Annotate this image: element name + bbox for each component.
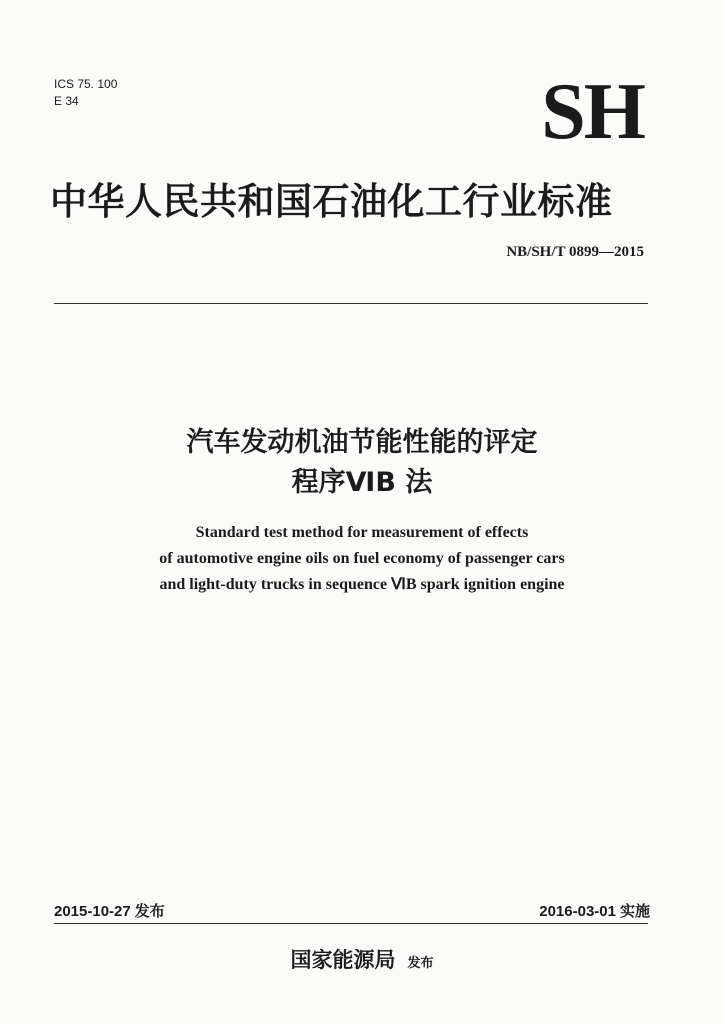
sh-logo: SH: [541, 68, 644, 156]
effective-date: [539, 900, 650, 921]
issuer-name: 国家能源局: [290, 948, 396, 972]
effective-date-label: 实施: [619, 902, 650, 920]
issuing-authority: [0, 944, 724, 974]
chinese-title-line-1: 汽车发动机油节能性能的评定: [186, 427, 538, 458]
issue-date-label: 发布: [134, 902, 165, 920]
chinese-title-line-2: 程序ⅥB 法: [291, 467, 433, 498]
bottom-divider: [54, 923, 648, 924]
english-title: [0, 520, 724, 598]
effective-date-value: 2016-03-01: [539, 903, 616, 920]
issuer-action: 发布: [407, 956, 434, 971]
english-title-line-3: and light-duty trucks in sequence ⅥB spark ignition engine: [159, 576, 565, 593]
english-title-line-2: of automotive engine oils on fuel economy of passenger cars: [159, 550, 565, 567]
issue-date-value: 2015-10-27: [54, 903, 131, 920]
industry-standard-title: 中华人民共和国石油化工行业标准: [50, 180, 613, 223]
issue-date: [54, 900, 165, 921]
top-divider: [54, 303, 648, 304]
standard-number: NB/SH/T 0899—2015: [506, 244, 644, 260]
english-title-line-1: Standard test method for measurement of effects: [195, 524, 529, 541]
ics-code: ICS 75. 100: [54, 77, 118, 91]
ccs-code: E 34: [54, 94, 79, 108]
classification-codes: [54, 76, 117, 110]
